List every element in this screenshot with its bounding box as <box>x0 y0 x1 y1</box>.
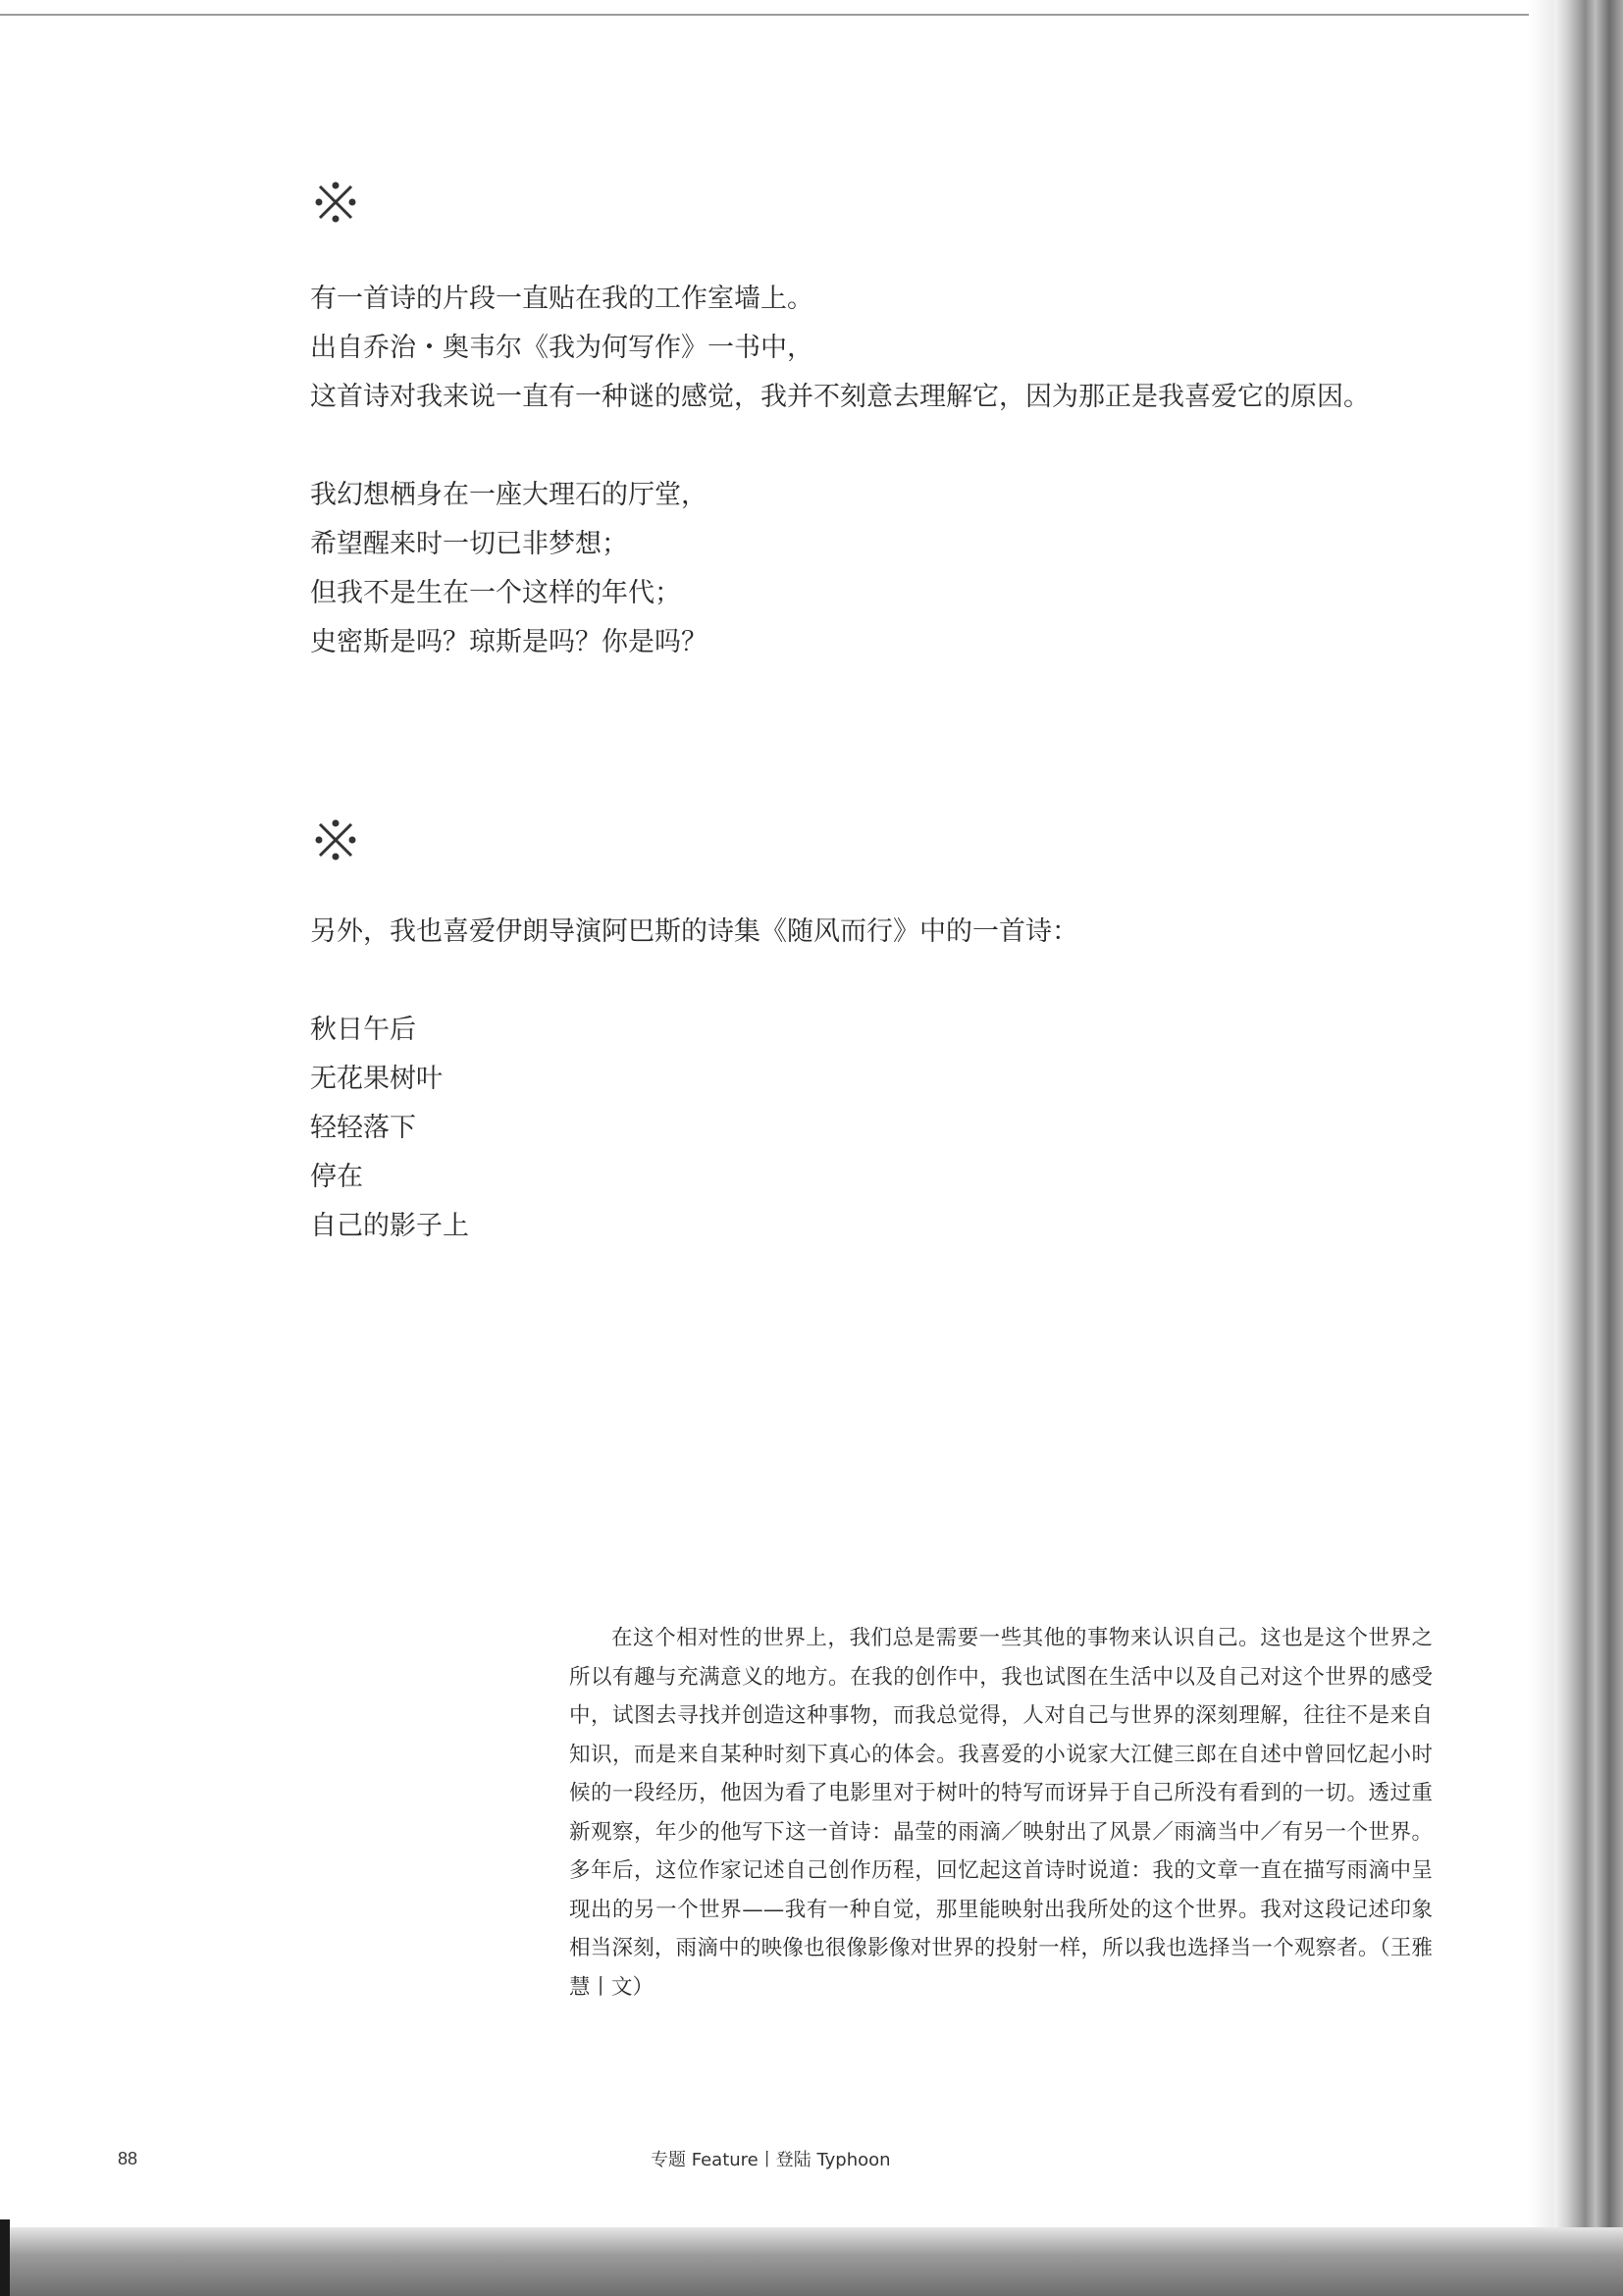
intro-abbas <box>310 908 1078 957</box>
poem-line: 自己的影子上 <box>310 1211 469 1241</box>
bottom-edge-corner <box>0 2219 10 2296</box>
intro-line: 这首诗对我来说一直有一种谜的感觉，我并不刻意去理解它，因为那正是我喜爱它的原因。 <box>310 382 1370 412</box>
essay-paragraph: 在这个相对性的世界上，我们总是需要一些其他的事物来认识自己。这也是这个世界之所以有趣与充满意义的地方。在我的创作中，我也试图在生活中以及自己对这个世界的感受中，试图去寻找并创造这种事物，而我总觉得，人对自己与世界的深刻理解，往往不是来自知识，而是来自某种时刻下真心的体会。我喜爱的小说家大江健三郎在自述中曾回忆起小时候的一段经历，他因为看了电影里对于树叶的特写而讶异于自己所没有看到的一切。透过重新观察，年少的他写下这一首诗：晶莹的雨滴／映射出了风景／雨滴当中／有另一个世界。多年后，这位作家记述自己创作历程，回忆起这首诗时说道：我的文章一直在描写雨滴中呈现出的另一个世界——我有一种自觉，那里能映射出我所处的这个世界。我对这段记述印象相当深刻，雨滴中的映像也很像影像对世界的投射一样，所以我也选择当一个观察者。（王雅慧丨文） <box>569 1626 1433 2000</box>
poem-line: 史密斯是吗？琼斯是吗？你是吗？ <box>310 627 707 657</box>
intro-line: 出自乔治・奥韦尔《我为何写作》一书中， <box>310 333 813 363</box>
poem-line: 但我不是生在一个这样的年代； <box>310 578 681 608</box>
poem-line: 希望醒来时一切已非梦想； <box>310 529 628 559</box>
top-rule <box>0 14 1570 16</box>
poem-line: 停在 <box>310 1162 363 1192</box>
page-edge-shadow <box>1529 0 1554 2247</box>
page-number: 88 <box>118 2149 138 2168</box>
poem-line: 我幻想栖身在一座大理石的厅堂， <box>310 480 707 510</box>
poem-line: 轻轻落下 <box>310 1113 416 1143</box>
poem-line: 秋日午后 <box>310 1015 416 1045</box>
section-mark-icon <box>310 177 361 228</box>
poem-line: 无花果树叶 <box>310 1064 443 1094</box>
poem-orwell <box>310 471 707 667</box>
intro-line: 有一首诗的片段一直贴在我的工作室墙上。 <box>310 284 813 314</box>
poem-abbas <box>310 1006 469 1251</box>
page-edge <box>1554 0 1623 2257</box>
running-title: 专题 Feature丨登陆 Typhoon <box>651 2150 891 2170</box>
bottom-edge <box>0 2227 1623 2296</box>
section-mark-icon <box>310 814 361 865</box>
intro-paragraph <box>310 275 1370 422</box>
intro-line: 另外，我也喜爱伊朗导演阿巴斯的诗集《随风而行》中的一首诗： <box>310 916 1078 947</box>
